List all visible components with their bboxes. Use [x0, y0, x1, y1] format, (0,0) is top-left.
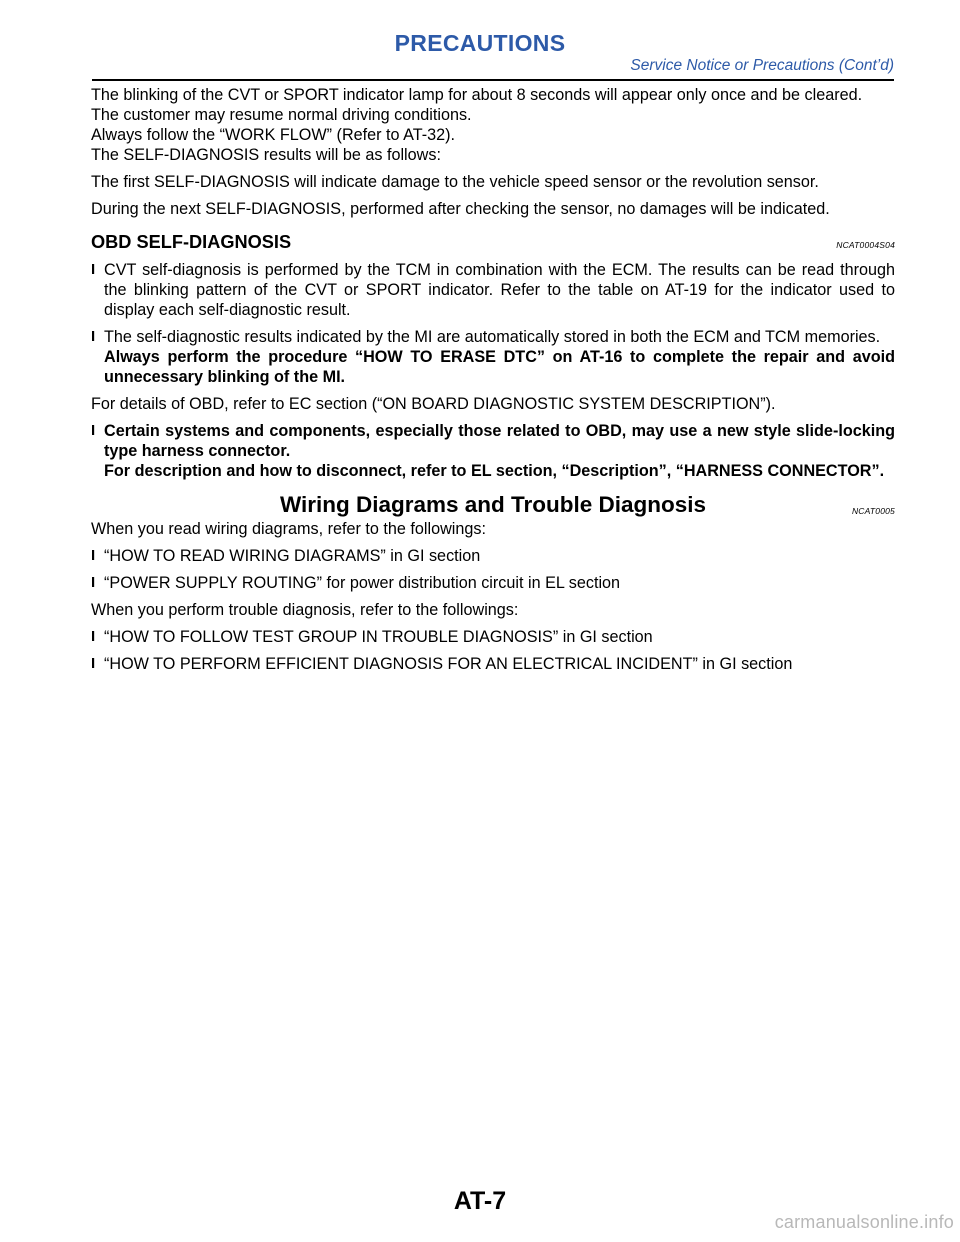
intro-line-2: The customer may resume normal driving conditions.	[91, 106, 472, 124]
page-number: AT-7	[453, 1187, 507, 1215]
obd-bullet-1-text: CVT self-diagnosis is performed by the TCM in combination with the ECM. The results can be read through the blinking pattern of the CVT or SPORT indicator. Refer to the table on AT-19 for the indicator used to display each self-diagnostic result.	[104, 261, 895, 319]
section-title: PRECAUTIONS	[394, 30, 566, 56]
obd-bullet-2	[91, 327, 895, 387]
wiring-intro-1: When you read wiring diagrams, refer to the followings:	[91, 520, 486, 538]
wiring-intro-2: When you perform trouble diagnosis, refer to the followings:	[91, 601, 519, 619]
wiring-section-heading	[91, 491, 895, 519]
bullet-mark: I	[91, 422, 96, 439]
obd-heading-text: OBD SELF-DIAGNOSIS	[91, 232, 292, 252]
intro-line-4: The SELF-DIAGNOSIS results will be as follows:	[91, 146, 441, 164]
bullet-mark: I	[91, 547, 96, 564]
wiring-item-4-text: “HOW TO PERFORM EFFICIENT DIAGNOSIS FOR AN ELECTRICAL INCIDENT” in GI section	[104, 655, 793, 673]
bullet-mark: I	[91, 328, 96, 345]
obd-bullet-3-text-b: For description and how to disconnect, refer to EL section, “Description”, “HARNESS CONNECTOR”.	[104, 462, 885, 480]
intro-paragraph-3: During the next SELF-DIAGNOSIS, performed after checking the sensor, no damages will be indicated.	[91, 200, 830, 218]
intro-line-1: The blinking of the CVT or SPORT indicator lamp for about 8 seconds will appear only once and be cleared.	[91, 86, 863, 104]
section-subtitle: Service Notice or Precautions (Cont’d)	[630, 57, 894, 74]
page-body	[91, 85, 895, 674]
watermark: carmanualsonline.info	[774, 1212, 954, 1232]
wiring-item-2-text: “POWER SUPPLY ROUTING” for power distribution circuit in EL section	[104, 574, 621, 592]
bullet-mark: I	[91, 261, 96, 278]
bullet-mark: I	[91, 574, 96, 591]
obd-bullet-3	[91, 421, 895, 481]
obd-section-heading	[91, 231, 895, 253]
header-divider	[92, 79, 894, 81]
wiring-heading-text: Wiring Diagrams and Trouble Diagnosis	[279, 492, 707, 517]
obd-bullet-2-warning: Always perform the procedure “HOW TO ERASE DTC” on AT-16 to complete the repair and avoid unnecessary blinking of the MI.	[104, 348, 895, 386]
obd-details-text: For details of OBD, refer to EC section (“ON BOARD DIAGNOSTIC SYSTEM DESCRIPTION”).	[91, 395, 776, 413]
wiring-section-code: NCAT0005	[851, 506, 895, 516]
wiring-item-3-text: “HOW TO FOLLOW TEST GROUP IN TROUBLE DIAGNOSIS” in GI section	[104, 628, 653, 646]
wiring-item-1	[91, 546, 895, 566]
wiring-item-1-text: “HOW TO READ WIRING DIAGRAMS” in GI section	[104, 547, 481, 565]
intro-line-3: Always follow the “WORK FLOW” (Refer to AT-32).	[91, 126, 455, 144]
bullet-mark: I	[91, 655, 96, 672]
intro-paragraph-2: The first SELF-DIAGNOSIS will indicate damage to the vehicle speed sensor or the revolution sensor.	[91, 173, 819, 191]
wiring-item-4	[91, 654, 895, 674]
obd-bullet-3-text-a: Certain systems and components, especially those related to OBD, may use a new style slide-locking type harness connector.	[104, 422, 895, 460]
obd-bullet-2-text: The self-diagnostic results indicated by the MI are automatically stored in both the ECM and TCM memories.	[104, 328, 881, 346]
wiring-item-2	[91, 573, 895, 593]
bullet-mark: I	[91, 628, 96, 645]
wiring-item-3	[91, 627, 895, 647]
obd-section-code: NCAT0004S04	[836, 240, 895, 250]
obd-bullet-1	[91, 260, 895, 320]
